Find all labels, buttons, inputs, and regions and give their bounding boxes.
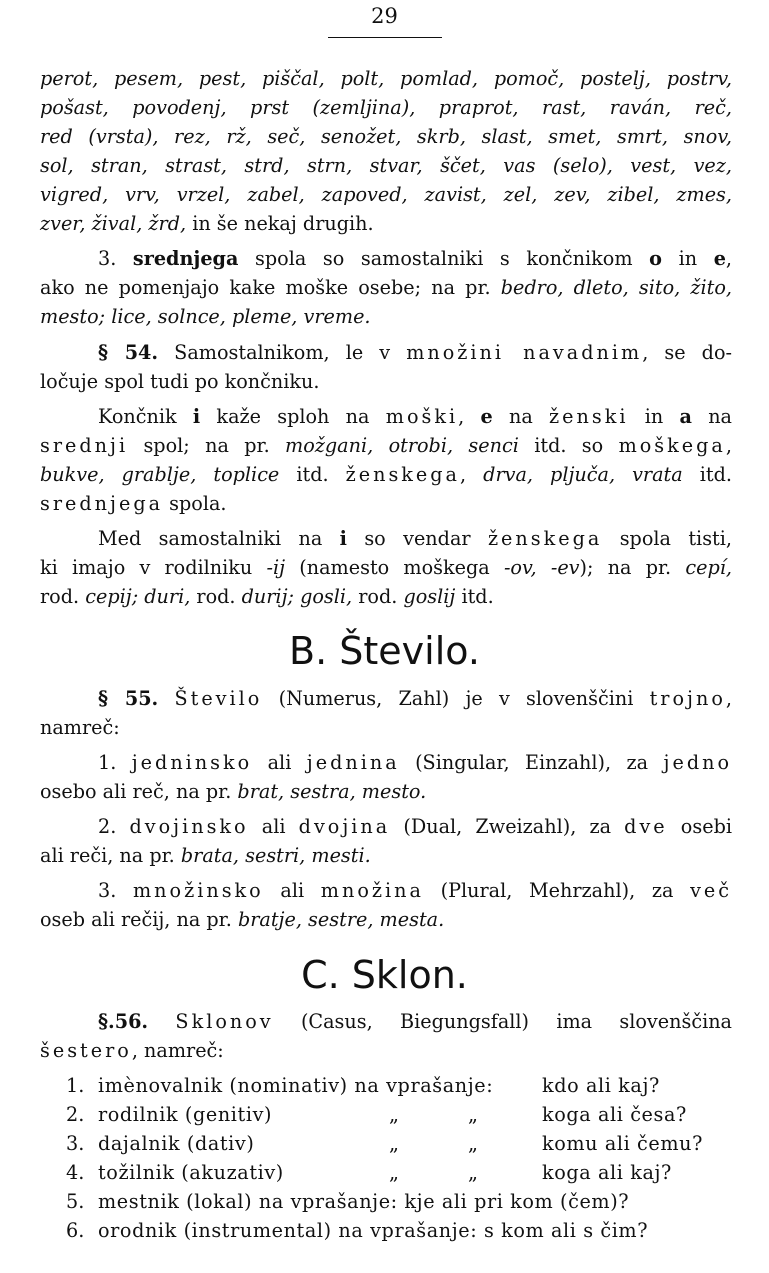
text-line: §.56. Sklonov (Casus, Biegungsfall) ima slovenščina [98, 1010, 732, 1033]
case-number: 4. [66, 1161, 85, 1184]
case-question: koga ali kaj? [542, 1161, 672, 1184]
text-line: Med samostalniki na i so vendar ženskega spola tisti, [98, 527, 732, 550]
text-line: red (vrsta), rez, rž, seč, senožet, skrb, slast, smet, smrt, snov, [40, 125, 732, 148]
case-term: rodilnik (genitiv) [98, 1103, 273, 1126]
text-line: 1. jedninsko ali jednina (Singular, Einzahl), za jedno [98, 751, 733, 774]
case-term: mestnik (lokal) na vprašanje: kje ali pri kom (čem)? [98, 1190, 630, 1213]
text-line: osebo ali reč, na pr. brat, sestra, mesto. [40, 780, 427, 803]
ditto-mark: „ [468, 1132, 478, 1155]
ditto-mark: „ [468, 1103, 478, 1126]
text-line: mesto; lice, solnce, pleme, vreme. [40, 305, 371, 328]
text-line: vigred, vrv, vrzel, zabel, zapoved, zavist, zel, zev, zibel, zmes, [40, 183, 732, 206]
text-line: 2. dvojinsko ali dvojina (Dual, Zweizahl), za dve osebi [98, 815, 732, 838]
case-number: 1. [66, 1074, 85, 1097]
text-line: pošast, povodenj, prst (zemljina), praprot, rast, raván, reč, [40, 96, 732, 119]
section-heading: C. Sklon. [301, 953, 468, 997]
text-line: sol, stran, strast, strd, strn, stvar, ščet, vas (selo), vest, vez, [40, 154, 732, 177]
text-line: ki imajo v rodilniku -ij (namesto moškega -ov, -ev); na pr. cepí, [40, 556, 732, 579]
case-number: 6. [66, 1219, 85, 1242]
text-line: šestero, namreč: [40, 1039, 224, 1062]
text-line: 3. srednjega spola so samostalniki s končnikom o in e, [98, 247, 733, 270]
header-rule [328, 37, 442, 38]
text-line: Končnik i kaže sploh na moški, e na ženski in a na [98, 405, 732, 428]
text-line: oseb ali rečij, na pr. bratje, sestre, mesta. [40, 908, 445, 931]
ditto-mark: „ [389, 1103, 399, 1126]
text-line: srednjega spola. [40, 492, 227, 515]
case-number: 5. [66, 1190, 85, 1213]
text-line: perot, pesem, pest, piščal, polt, pomlad, pomoč, postelj, postrv, [40, 67, 732, 90]
ditto-mark: „ [389, 1132, 399, 1155]
text-line: srednji spol; na pr. možgani, otrobi, senci itd. so moškega, [40, 434, 732, 457]
text-line: bukve, grablje, toplice itd. ženskega, drva, pljuča, vrata itd. [40, 463, 732, 486]
case-term: dajalnik (dativ) [98, 1132, 255, 1155]
case-term: imènovalnik (nominativ) na vprašanje: [98, 1074, 494, 1097]
text-line: 3. množinsko ali množina (Plural, Mehrzahl), za več [98, 879, 733, 902]
ditto-mark: „ [389, 1161, 399, 1184]
case-term: tožilnik (akuzativ) [98, 1161, 284, 1184]
text-line: ali reči, na pr. brata, sestri, mesti. [40, 844, 371, 867]
text-line: § 54. Samostalnikom, le v množini navadnim, se do- [98, 341, 732, 364]
ditto-mark: „ [468, 1161, 478, 1184]
text-line: ako ne pomenjajo kake moške osebe; na pr. bedro, dleto, sito, žito, [40, 276, 732, 299]
text-line: rod. cepij; duri, rod. durij; gosli, rod. goslij itd. [40, 585, 494, 608]
text-line: ločuje spol tudi po končniku. [40, 370, 320, 393]
case-number: 3. [66, 1132, 85, 1155]
case-question: kdo ali kaj? [542, 1074, 660, 1097]
case-question: koga ali česa? [542, 1103, 687, 1126]
text-line: namreč: [40, 716, 120, 739]
section-heading: B. Število. [289, 629, 480, 673]
case-question: komu ali čemu? [542, 1132, 703, 1155]
case-term: orodnik (instrumental) na vprašanje: s kom ali s čim? [98, 1219, 649, 1242]
text-line: zver, žival, žrd, in še nekaj drugih. [40, 212, 374, 235]
text-line: § 55. Število (Numerus, Zahl) je v slovenščini trojno, [98, 687, 732, 710]
case-number: 2. [66, 1103, 85, 1126]
page-number: 29 [371, 4, 398, 28]
